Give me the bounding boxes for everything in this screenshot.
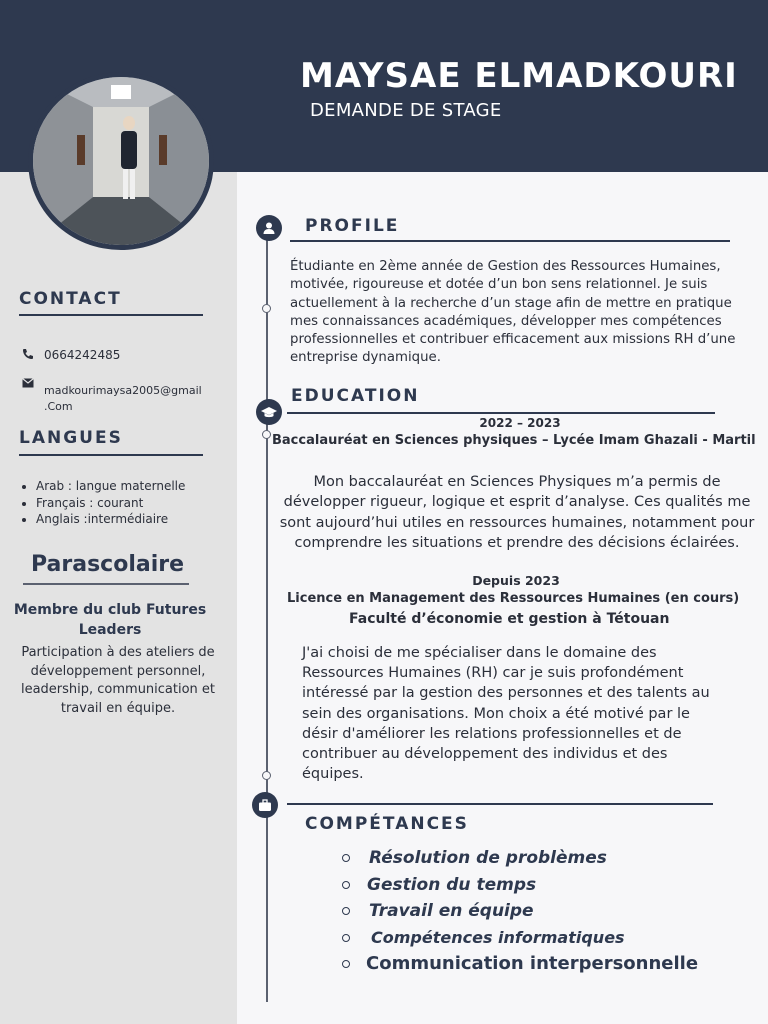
language-item: • Arab : langue maternelle <box>36 478 185 495</box>
education-title: Licence en Management des Ressources Humaines (en cours) <box>287 591 740 606</box>
phone-number[interactable]: 0664242485 <box>44 348 121 362</box>
club-title <box>0 600 220 640</box>
email-address-line1[interactable]: madkourimaysa2005@gmail <box>44 384 202 397</box>
profile-text: Étudiante en 2ème année de Gestion des Ressources Humaines, motivée, rigoureuse et dotée d’un bon sens relationnel. Je suis actuellement à la recherche d’un stage afin de mettre en pratique mes connaissances académiques, développer mes compétences professionnelles et contribuer efficacement aux missions RH d’une entreprise dynamique. <box>290 259 736 366</box>
contact-phone <box>22 348 120 363</box>
briefcase-icon <box>252 792 278 818</box>
club-title-line1: Membre du club Futures <box>13 602 207 618</box>
education-description: J'ai choisi de me spécialiser dans le domaine des Ressources Humaines (RH) car je suis profondément intéressé par la gestion des personnes et des talents au sein des organisations. Mon choix a été motivé par le désir d'améliorer les relations professionnelles et de contribuer au développement des individus et des équipes. <box>302 645 710 783</box>
skills-list <box>340 845 698 978</box>
education-description: Mon baccalauréat en Sciences Physiques m’a permis de développer rigueur, logique et esprit d’analyse. Ces qualités me sont aujourd’hui utiles en ressources humaines, notamment pour comprendre les situations et prendre des décisions éclairées. <box>279 474 755 551</box>
photo-illustration <box>33 77 209 245</box>
skill-item: Gestion du temps <box>340 872 698 899</box>
langues-divider <box>19 454 203 456</box>
timeline-line <box>266 240 268 1002</box>
document-subtitle: DEMANDE DE STAGE <box>310 100 502 121</box>
club-title-line2: Leaders <box>78 622 142 638</box>
envelope-icon <box>22 377 44 393</box>
education-heading: EDUCATION <box>291 386 420 406</box>
competences-heading: COMPÉTANCES <box>305 814 469 834</box>
timeline-dot <box>262 304 271 313</box>
person-icon <box>256 215 282 241</box>
education-title: Baccalauréat en Sciences physiques – Lycée Imam Ghazali - Martil <box>272 433 756 448</box>
profile-photo <box>28 72 214 250</box>
skill-item: Compétences informatiques <box>340 925 698 952</box>
education-date: Depuis 2023 <box>472 573 560 588</box>
skill-item: Communication interpersonnelle <box>340 951 698 978</box>
parascolaire-divider <box>23 583 189 585</box>
candidate-name: MAYSAE ELMADKOURI <box>300 56 738 96</box>
profile-divider <box>290 240 730 242</box>
language-item: • Français : courant <box>36 495 185 512</box>
parascolaire-heading: Parascolaire <box>31 552 185 577</box>
email-address-line2: .Com <box>44 400 73 413</box>
timeline-dot <box>262 771 271 780</box>
contact-divider <box>19 314 203 316</box>
skill-item: Résolution de problèmes <box>340 845 698 872</box>
education-divider <box>287 412 715 414</box>
timeline-dot <box>262 430 271 439</box>
competences-divider <box>287 803 713 805</box>
langues-heading: LANGUES <box>19 428 123 448</box>
education-date: 2022 – 2023 <box>479 416 561 430</box>
skill-item: Travail en équipe <box>340 898 698 925</box>
language-item: • Anglais :intermédiaire <box>36 511 185 528</box>
club-description: Participation à des ateliers de développement personnel, leadership, communication et travail en équipe. <box>20 645 216 716</box>
education-school: Faculté d’économie et gestion à Tétouan <box>349 611 670 627</box>
profile-heading: PROFILE <box>305 216 400 236</box>
contact-heading: CONTACT <box>19 289 122 309</box>
languages-list <box>20 478 185 528</box>
contact-email <box>22 377 202 415</box>
phone-icon <box>22 348 44 363</box>
